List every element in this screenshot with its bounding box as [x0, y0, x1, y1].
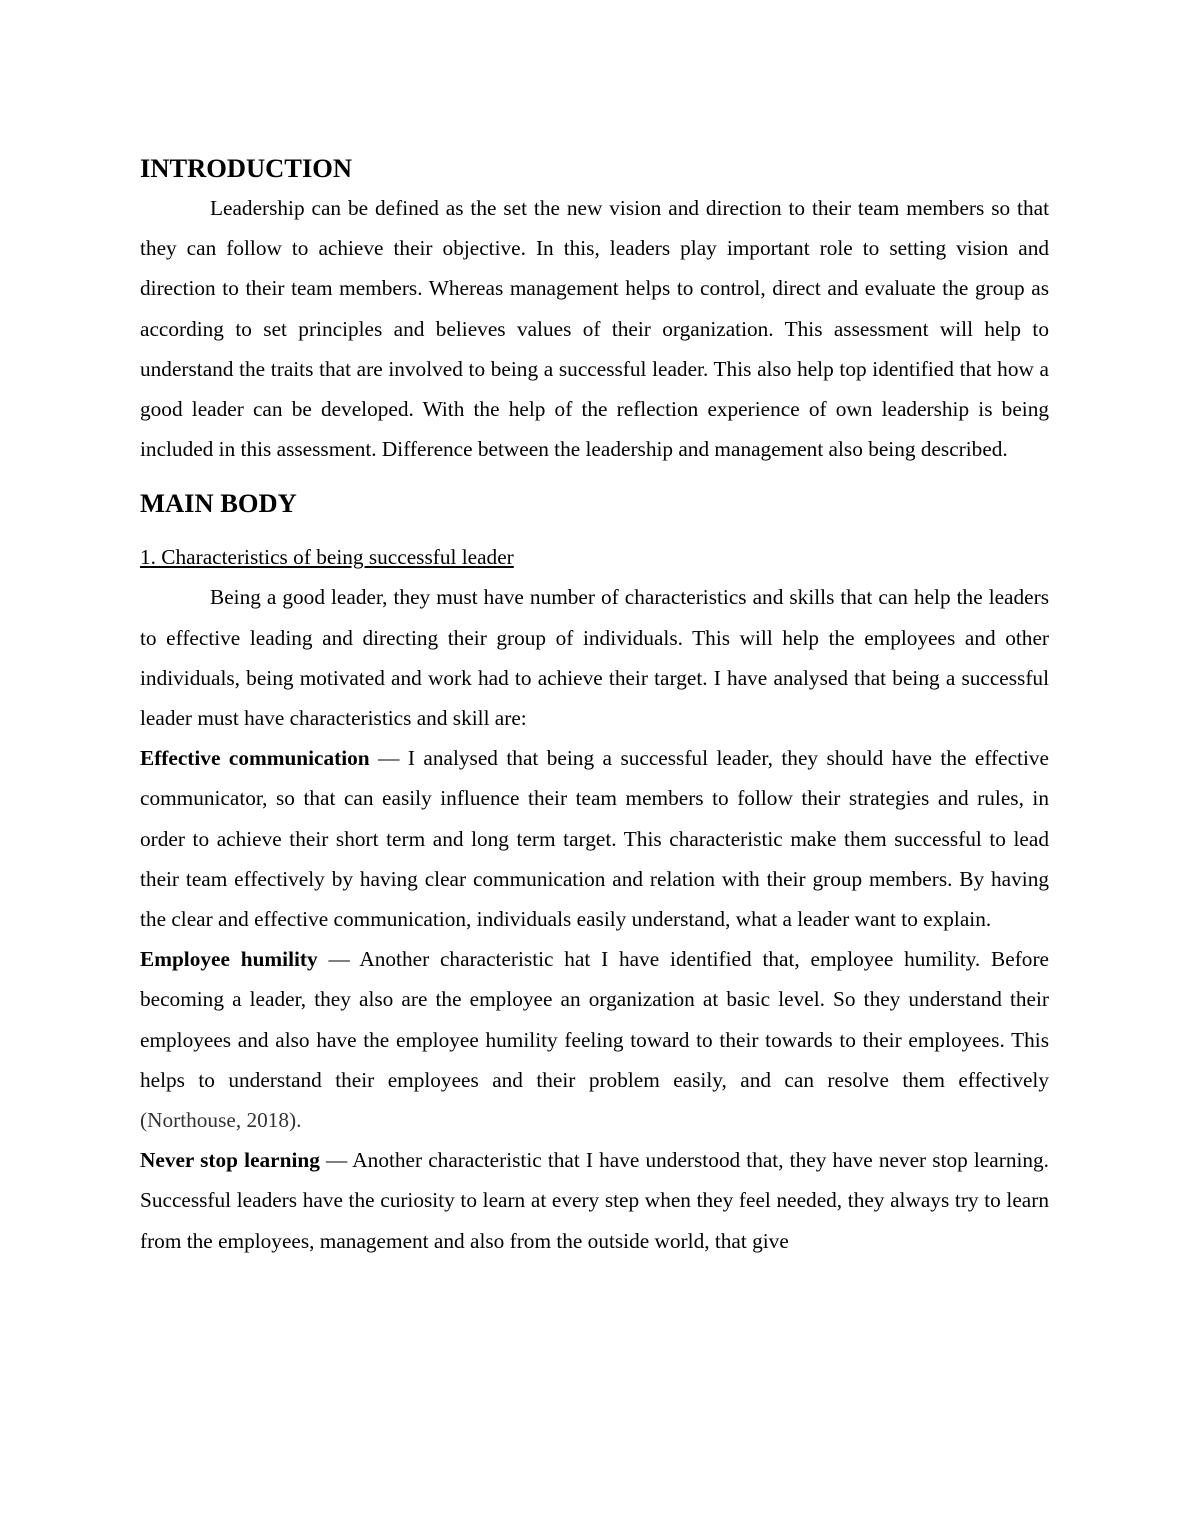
characteristic-term: Employee humility [140, 947, 318, 972]
characteristic-text: — Another characteristic hat I have identified that, employee humility. Before becoming a leader, they also are the employee an organization at basic level. So they understand their employees and also have the employee humility feeling toward to their towards to their employees. This helps to understand their employees and their problem easily, and can resolve them effectively [140, 947, 1049, 1092]
characteristic-paragraph-humility [140, 939, 1049, 1140]
introduction-paragraph: Leadership can be defined as the set the new vision and direction to their team members so that they can follow to achieve their objective. In this, leaders play important role to setting vision and direction to their team members. Whereas management helps to control, direct and evaluate the group as according to set principles and believes values of their organization. This assessment will help to understand the traits that are involved to being a successful leader. This also help top identified that how a good leader can be developed. With the help of the reflection experience of own leadership is being included in this assessment. Difference between the leadership and management also being described. [140, 196, 1049, 462]
characteristic-text: — Another characteristic that I have understood that, they have never stop learning. Successful leaders have the curiosity to learn at every step when they feel needed, they always try to learn from the employees, management and also from the outside world, that give [140, 1148, 1050, 1253]
section-1-intro-paragraph: Being a good leader, they must have number of characteristics and skills that can help the leaders to effective leading and directing their group of individuals. This will help the employees and other individuals, being motivated and work had to achieve their target. I have analysed that being a successful leader must have characteristics and skill are: [140, 585, 1049, 731]
characteristic-text: — I analysed that being a successful leader, they should have the effective communicator, so that can easily influence their team members to follow their strategies and rules, in order to achieve their short term and long term target. This characteristic make them successful to lead their team effectively by having clear communication and relation with their group members. By having the clear and effective communication, individuals easily understand, what a leader want to explain. [140, 746, 1049, 932]
citation: (Northouse, 2018). [140, 1108, 302, 1133]
characteristic-term: Never stop learning [140, 1148, 320, 1173]
section-1-title: 1. Characteristics of being successful leader [140, 545, 514, 570]
introduction-heading: INTRODUCTION [140, 153, 353, 183]
main-body-heading: MAIN BODY [140, 488, 297, 519]
characteristic-paragraph-communication [140, 738, 1049, 939]
characteristic-term: Effective communication [140, 746, 370, 771]
characteristic-paragraph-learning [140, 1140, 1049, 1261]
document-page [140, 148, 1049, 1261]
